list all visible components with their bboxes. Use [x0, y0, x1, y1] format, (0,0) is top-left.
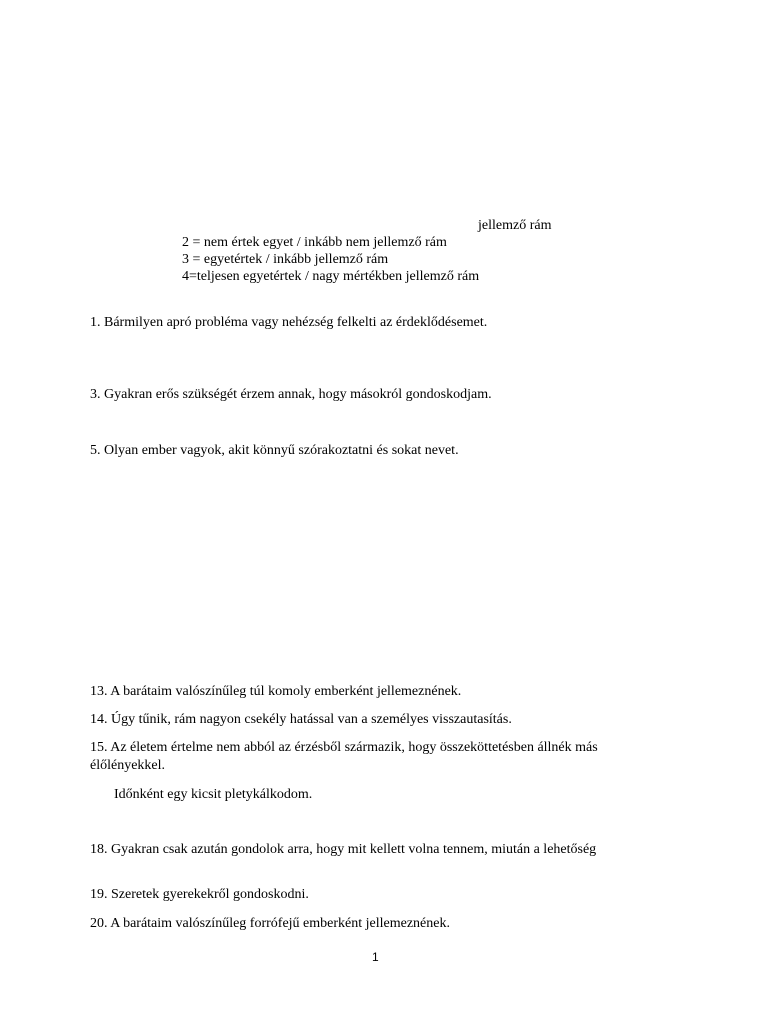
- scale-line-3: 3 = egyetértek / inkább jellemző rám: [182, 252, 389, 267]
- scale-line-2: 2 = nem értek egyet / inkább nem jellemző rám: [182, 235, 447, 250]
- item-18: 18. Gyakran csak azután gondolok arra, hogy mit kellett volna tennem, miután a lehetőség: [90, 842, 597, 857]
- item-19: 19. Szeretek gyerekekről gondoskodni.: [90, 887, 309, 902]
- scale-line-4: 4=teljesen egyetértek / nagy mértékben jellemző rám: [182, 269, 480, 284]
- page-number: 1: [372, 950, 379, 964]
- item-14: 14. Úgy tűnik, rám nagyon csekély hatással van a személyes visszautasítás.: [90, 712, 512, 727]
- item-15: 15. Az életem értelme nem abból az érzésből származik, hogy összeköttetésben állnék más élőlényekkel.: [90, 740, 598, 773]
- item-5: 5. Olyan ember vagyok, akit könnyű szórakoztatni és sokat nevet.: [90, 443, 459, 458]
- item-13: 13. A barátaim valószínűleg túl komoly emberként jellemeznének.: [90, 684, 462, 699]
- item-1: 1. Bármilyen apró probléma vagy nehézség felkelti az érdeklődésemet.: [90, 315, 488, 330]
- item-20: 20. A barátaim valószínűleg forrófejű emberként jellemeznének.: [90, 916, 450, 931]
- scale-line-1-tail: jellemző rám: [478, 218, 552, 233]
- item-16: Időnként egy kicsit pletykálkodom.: [114, 787, 313, 802]
- item-3: 3. Gyakran erős szükségét érzem annak, hogy másokról gondoskodjam.: [90, 387, 492, 402]
